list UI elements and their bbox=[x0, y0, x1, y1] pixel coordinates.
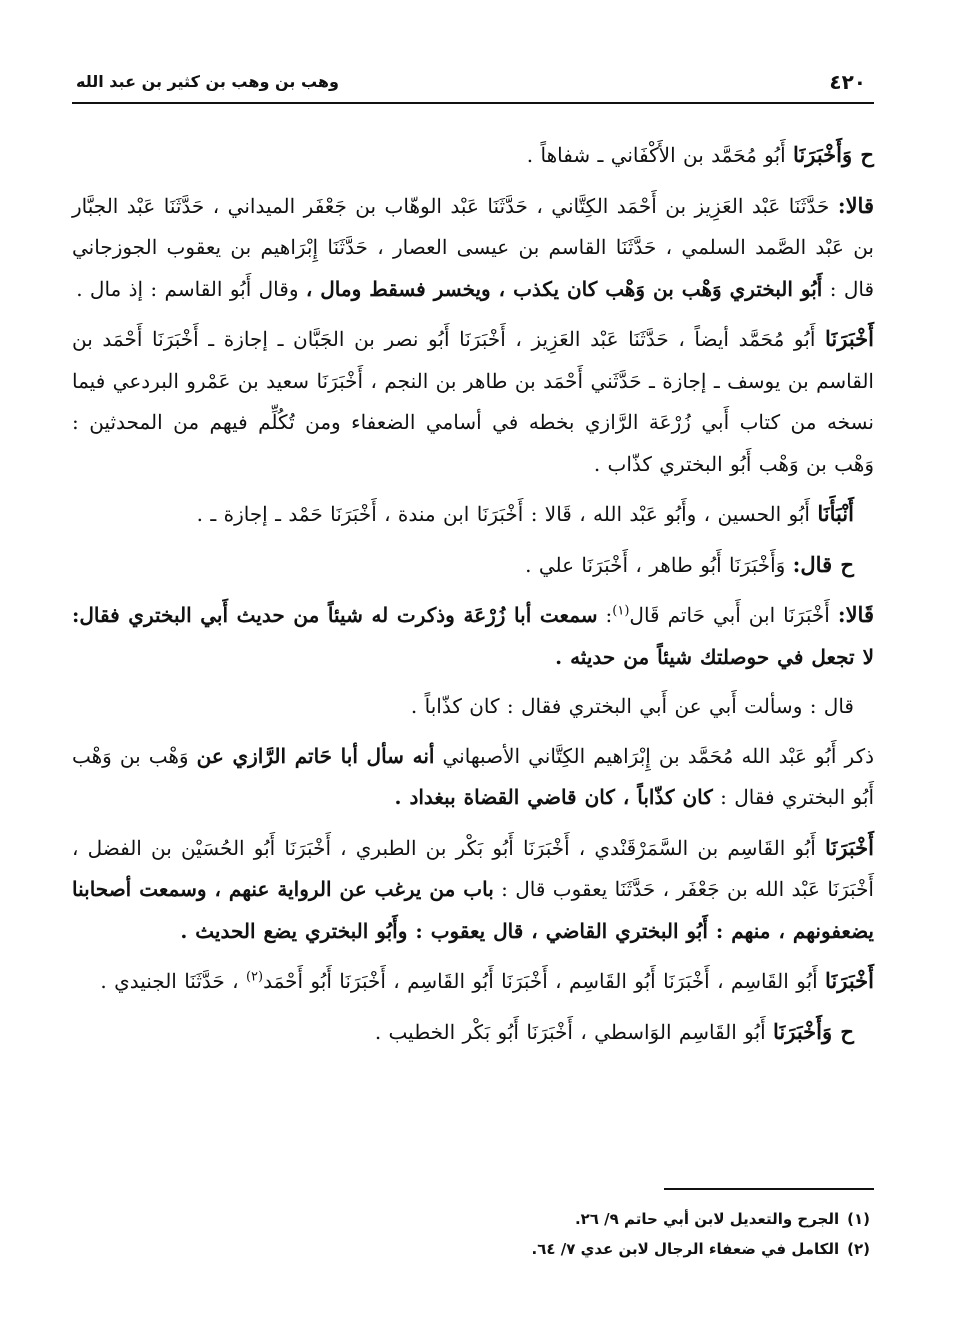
paragraph-text: حَدَّثَنَا عَبْد العَزِيز بن أَحْمَد الكِتَّاني ، حَدَّثَنَا عَبْد الوهّاب بن جَعْفَر الميداني ، حَدَّثَنَا عَبْد الجبَّار بن عَبْد الصَّمد السلمي ، حَدَّثَنَا القاسم بن عيسى العصار ، حَدَّثَنَا إِبْرَاهيم بن يعقوب الجوزجاني قال : bbox=[72, 193, 874, 301]
paragraph-lead: أَخْبَرَنَا bbox=[825, 968, 874, 993]
paragraph bbox=[72, 960, 874, 1003]
paragraph bbox=[72, 1011, 874, 1054]
footnote-2: (٢)الكامل في ضعفاء الرجال لابن عدي ٧/ ٦٤. bbox=[531, 1240, 870, 1258]
paragraph-lead: ح وَأَخْبَرَنَا bbox=[793, 142, 874, 167]
page-body bbox=[72, 134, 874, 1061]
paragraph-lead: ح وَأَخْبَرَنَا bbox=[773, 1018, 854, 1044]
paragraph-text: أَبُو القَاسِم الوَاسطي ، أَخْبَرَنَا أَبُو بَكْر الخطيب . bbox=[374, 1019, 773, 1044]
paragraph-lead: أَخْبَرَنَا bbox=[825, 326, 874, 351]
paragraph-lead: أَنْبَأَنَا bbox=[817, 501, 854, 526]
paragraph-text: أَبُو الحسين ، وأَبُو عَبْد الله ، قَالا : أَخْبَرَنَا ابن مندة ، أَخْبَرَنَا حَمْد ـ إجازة ـ . bbox=[196, 502, 818, 526]
paragraph-text: أَخْبَرَنَا ابن أَبي حَاتم قَال bbox=[629, 603, 838, 627]
paragraph bbox=[72, 736, 874, 819]
paragraph-text: وقال أَبُو القاسم : إذ مال . bbox=[76, 276, 306, 301]
paragraph bbox=[72, 134, 874, 177]
paragraph bbox=[72, 185, 874, 311]
paragraph bbox=[72, 318, 874, 485]
book-page bbox=[72, 62, 874, 1292]
paragraph-text: وَهْب بن وَهْب أَبُو البختري فقال : bbox=[72, 743, 874, 809]
paragraph-lead: قالا: bbox=[837, 192, 874, 218]
paragraph-text: ذكر أَبُو عَبْد الله مُحَمَّد بن إِبْرَاهيم الكِتَّاني الأصبهاني bbox=[434, 743, 874, 768]
paragraph-text: أَبُو القَاسِم بن السَّمَرْقَنْدي ، أَخْبَرَنَا أَبُو بَكْر بن الطبري ، أَخْبَرَنَا أَبُو الحُسَيْن بن الفضل ، أَخْبَرَنَا عَبْد الله بن جَعْفَر ، حَدَّثَنَا يعقوب قال : bbox=[72, 835, 874, 901]
running-title: وهب بن وهب بن كثير بن عبد الله bbox=[76, 72, 339, 91]
paragraph-lead: أَخْبَرَنَا bbox=[825, 834, 874, 860]
paragraph bbox=[72, 686, 874, 728]
paragraph-text: أَبُو مُحَمَّد بن الأَكْفَاني ـ شفاهاً . bbox=[526, 143, 793, 167]
footnote-marker: (١) bbox=[612, 603, 630, 619]
page-header bbox=[72, 62, 874, 104]
paragraph-emphasis: سمعت أبا زُرْعَة وذكرت له شيئاً من حديث أَبي البختري فقال: لا تجعل في حوصلتك شيئاً من حديثه . bbox=[72, 603, 874, 669]
paragraph-emphasis: كان كذّاباً ، كان قاضي القضاة ببغداد . bbox=[394, 785, 713, 809]
paragraph-emphasis: باب من يرغب عن الرواية عنهم ، وسمعت أصحابنا يضعفونهم ، منهم : أَبُو البختري القاضي ، قال يعقوب : وأَبُو البختري يضع الحديث . bbox=[72, 877, 874, 943]
paragraph-lead: قَالا: bbox=[837, 602, 874, 627]
paragraph-text: ، حَدَّثَنَا الجنيدي . bbox=[100, 969, 246, 993]
paragraph bbox=[72, 493, 874, 536]
paragraph bbox=[72, 544, 874, 587]
paragraph-text: : bbox=[597, 603, 613, 627]
paragraph-text: وَأَخْبَرَنَا أَبُو طاهر ، أَخْبَرَنَا علي . bbox=[525, 552, 793, 577]
page-number: ٤٢٠ bbox=[829, 70, 866, 94]
paragraph bbox=[72, 827, 874, 953]
footnote-marker: (٢) bbox=[245, 969, 264, 985]
footnote-separator bbox=[664, 1188, 874, 1190]
paragraph-text: أَبُو مُحَمَّد أيضاً ، حَدَّثَنَا عَبْد العَزِيز ، أَخْبَرَنَا أَبُو نصر بن الجَبَّان ـ إجازة ـ أَخْبَرَنَا أَحْمَد بن القاسم بن يوسف ـ إجازة ـ حَدَّثَني أَحْمَد بن طاهر بن النجم ، أَخْبَرَنَا سعيد بن عَمْرو البردعي فيما نسخه من كتاب أَبي زُرْعَة الرَّازي بخطه في أسامي الضعفاء ومن تُكُلِّم فيهم من المحدثين : وَهْب بن وَهْب أَبُو البختري كذّاب . bbox=[72, 327, 874, 476]
paragraph bbox=[72, 594, 874, 678]
paragraph-text: قال : وسألت أَبي عن أَبي البختري فقال : كان كذّاباً . bbox=[410, 694, 854, 718]
paragraph-text: أَبُو القَاسِم ، أَخْبَرَنَا أَبُو القَاسِم ، أَخْبَرَنَا أَبُو القَاسِم ، أَخْبَرَنَا أَبُو أَحْمَد bbox=[263, 969, 826, 993]
paragraph-lead: ح قال: bbox=[792, 551, 854, 577]
paragraph-emphasis: أَبُو البختري وَهْب بن وَهْب كان يكذب ، ويخسر فسقط ومال ، bbox=[305, 276, 823, 301]
footnotes bbox=[72, 1204, 874, 1264]
footnote-1: (١)الجرح والتعديل لابن أبي حاتم ٩/ ٢٦. bbox=[574, 1210, 870, 1228]
paragraph-emphasis: أنه سأل أبا حَاتم الرَّازي عن bbox=[196, 743, 435, 768]
